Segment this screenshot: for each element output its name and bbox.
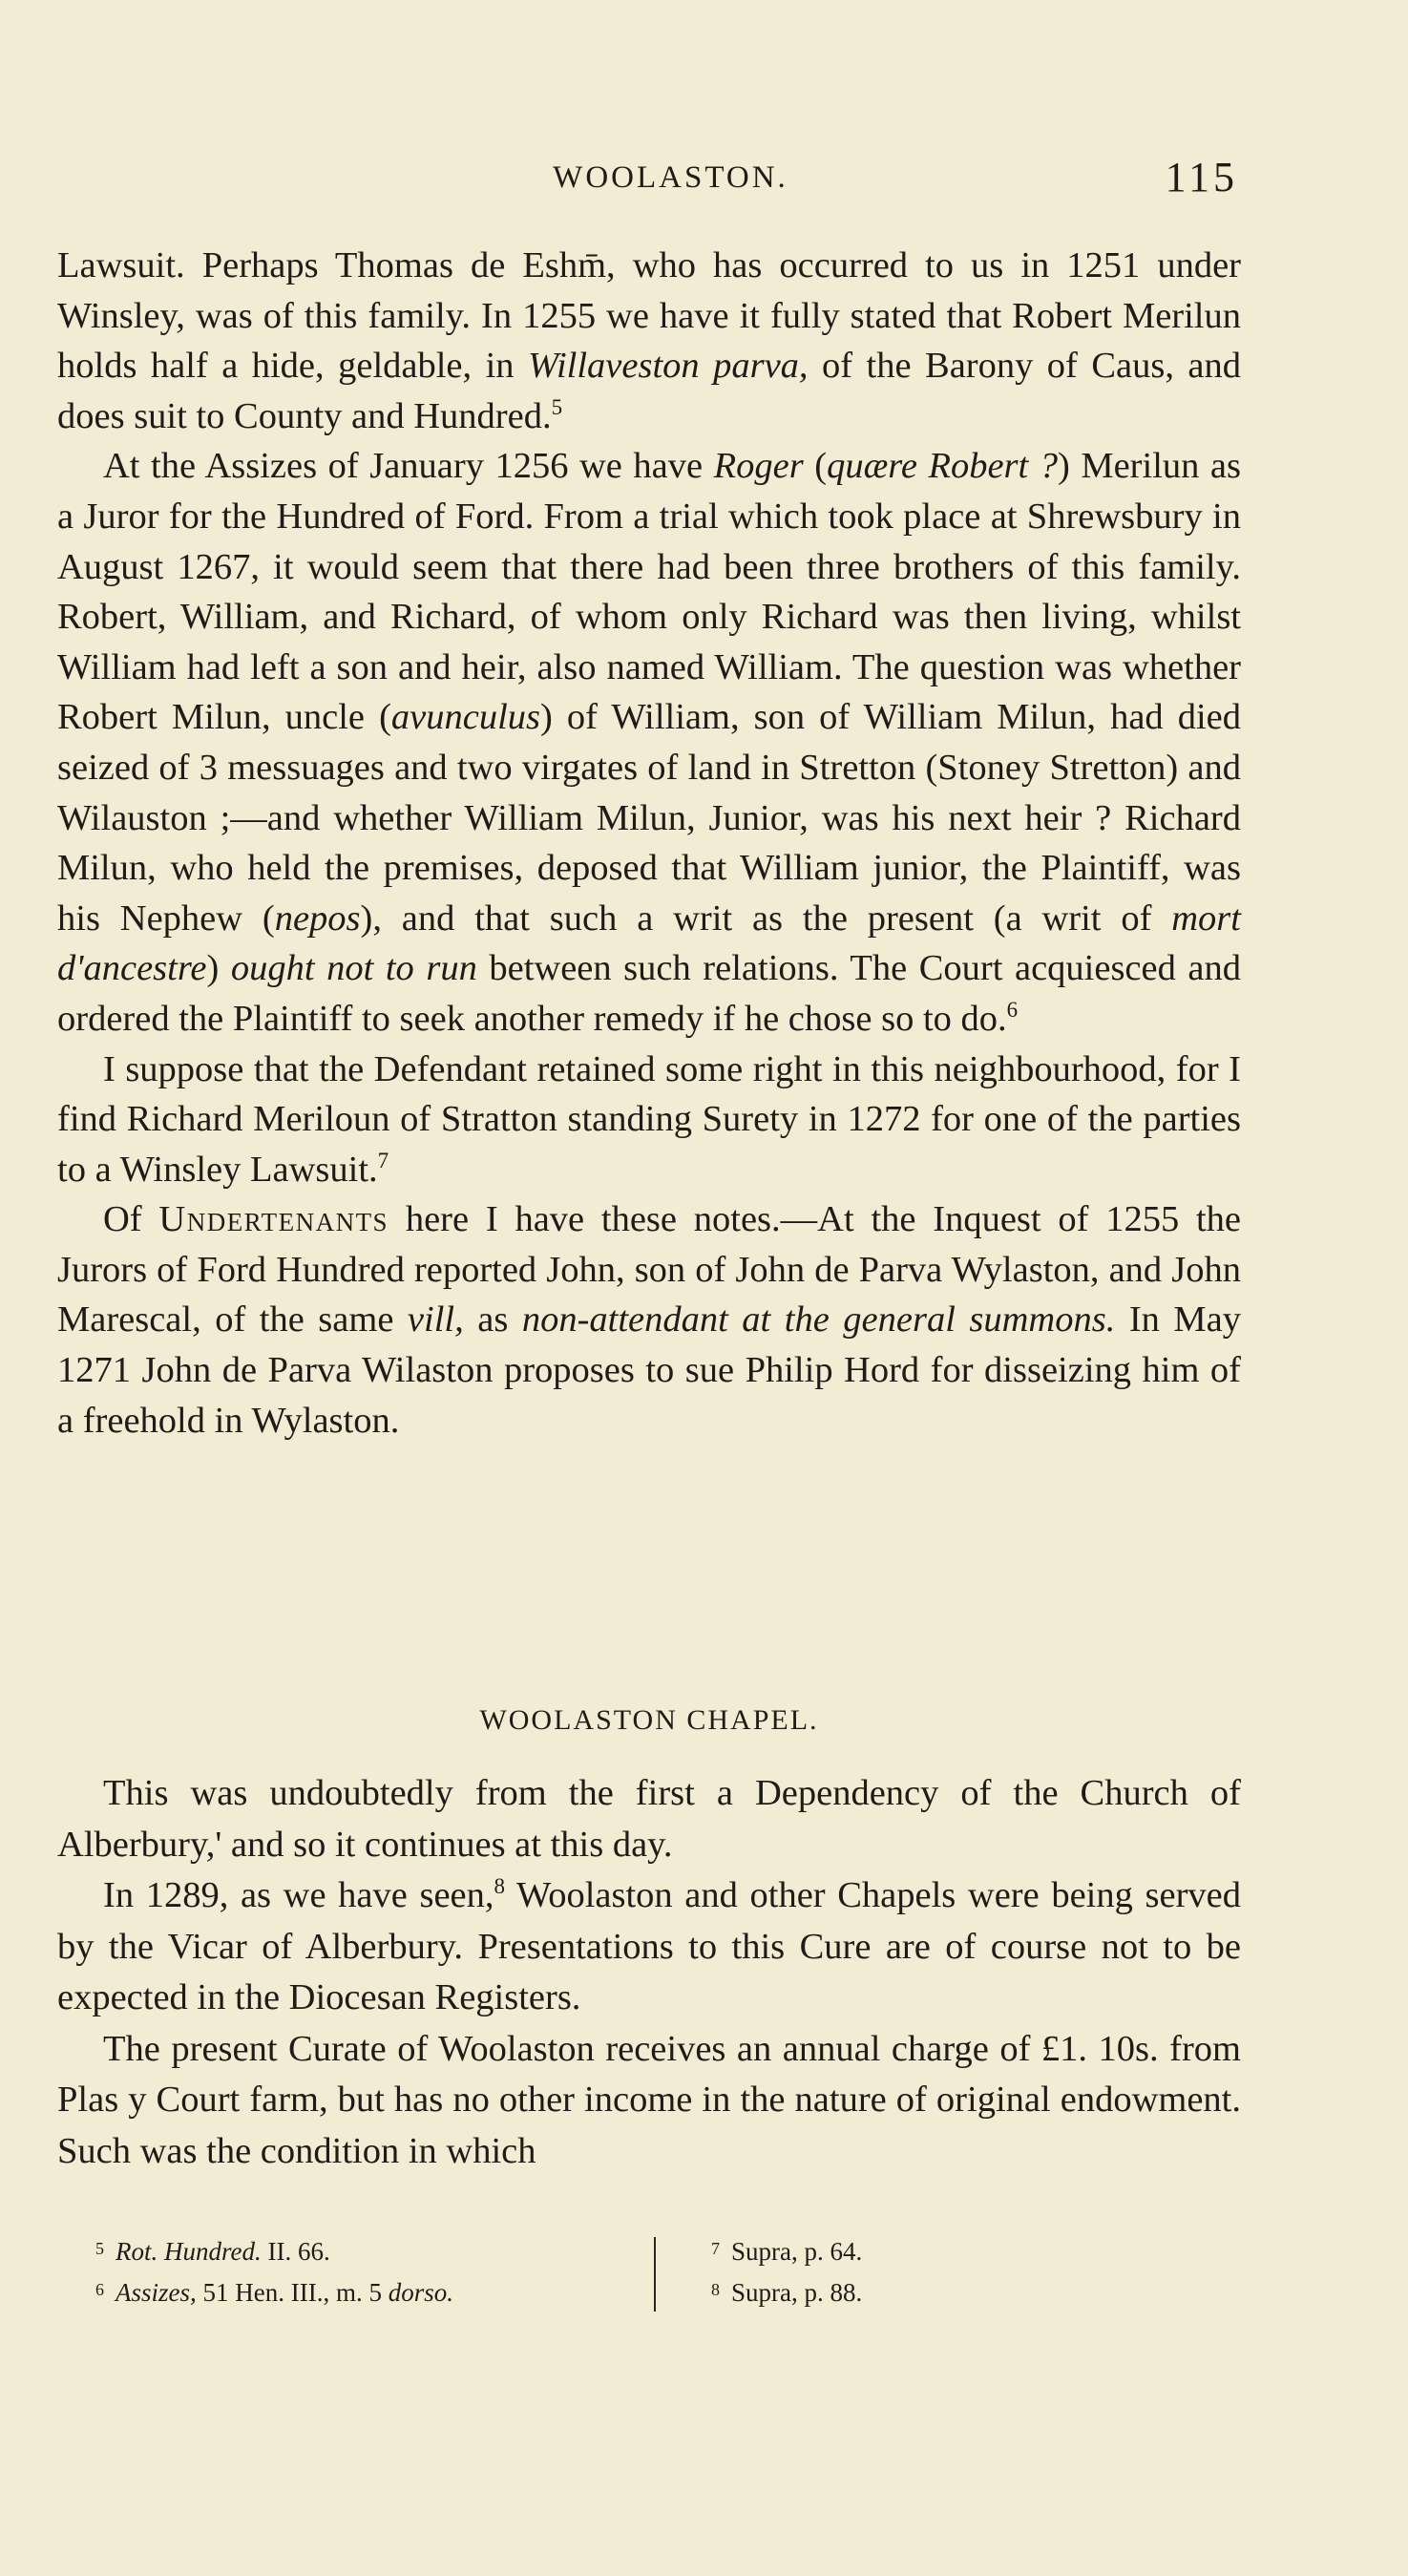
main-text <box>57 241 1241 1446</box>
footnotes <box>95 2229 955 2315</box>
text-run: Lawsuit. Perhaps Thomas de Eshm̄, who has occurred to us in 1251 under Winsley, was of this family. In 1255 we have it fully stated that Robert Merilun holds half a hide, geldable, in <box>57 245 1241 387</box>
italic-place-name: Willaveston parva, <box>528 346 809 387</box>
text-run: I suppose that the Defendant retained some right in this neighbourhood, for I find Richard Meriloun of Stratton standing Surety in 1272 for one of the parties to a Winsley Lawsuit. <box>57 1048 1241 1190</box>
section-paragraph-1: This was undoubtedly from the first a Dependency of the Church of Alberbury,' and so it continues at this day. <box>57 1773 1241 1865</box>
italic-note: quære Robert ? <box>827 446 1059 487</box>
section-text <box>57 1768 1241 2177</box>
footnote-ref-7: 7 <box>377 1148 389 1172</box>
footnote-text: 51 Hen. III., m. 5 <box>196 2278 389 2307</box>
running-head: WOOLASTON. <box>553 160 788 195</box>
text-run: At the Assizes of January 1256 we have <box>103 446 714 487</box>
footnote-source: dorso. <box>388 2278 453 2307</box>
footnote-mark: 5 <box>95 2239 104 2258</box>
small-caps-term: Undertenants <box>158 1199 389 1240</box>
paragraph-2 <box>57 441 1241 1044</box>
text-run: here I have these notes.—At the Inquest of 1255 the Jurors of Ford Hundred reported John, son of John de Parva Wylaston, and John Marescal, of the same <box>57 1199 1241 1341</box>
italic-term: nepos <box>274 897 361 939</box>
italic-name: Roger <box>713 446 804 487</box>
text-run: ( <box>803 446 828 487</box>
footnote-mark: 8 <box>711 2280 720 2299</box>
footnotes-right-column <box>711 2229 998 2312</box>
text-run: ), and that such a writ as the present (a writ of <box>360 897 1172 939</box>
footnote-divider <box>654 2237 656 2312</box>
text-run: of the Barony of Caus, and does suit to County and Hundred. <box>57 346 1242 436</box>
italic-term: vill, <box>407 1299 464 1341</box>
italic-term: ought not to run <box>230 948 477 989</box>
text-run: ) of William, son of William Milun, had died seized of 3 messuages and two virgates of land in Stretton (Stoney Stretton) and Wilauston ;—and whether William Milun, Junior, was his next heir ? Richard Milun, who held the premises, deposed that William junior, the Plaintiff, was his Nephew ( <box>57 697 1241 939</box>
page-number: 115 <box>1165 154 1238 201</box>
footnote-mark: 6 <box>95 2280 104 2299</box>
text-run: as <box>463 1299 522 1341</box>
footnote-5 <box>95 2229 630 2270</box>
footnote-text: Supra, p. 88. <box>731 2278 863 2307</box>
section-paragraph-2 <box>57 1870 1241 2024</box>
paragraph-3 <box>57 1045 1241 1195</box>
footnote-7 <box>711 2229 998 2270</box>
footnote-source: Assizes, <box>116 2278 197 2307</box>
footnote-ref-6: 6 <box>1006 997 1019 1022</box>
footnote-text: II. 66. <box>261 2237 330 2266</box>
footnotes-left-column <box>95 2229 630 2312</box>
italic-term: mort d'ancestre <box>57 897 1241 989</box>
footnote-ref-8: 8 <box>494 1874 506 1898</box>
footnote-source: Rot. Hundred. <box>116 2237 262 2266</box>
footnote-ref-5: 5 <box>551 394 563 419</box>
footnote-6 <box>95 2270 630 2312</box>
text-run: In 1289, as we have seen, <box>103 1875 494 1915</box>
text-run: ) <box>206 948 231 989</box>
italic-term: avunculus <box>390 697 541 738</box>
page-header <box>103 153 1238 210</box>
paragraph-4 <box>57 1194 1241 1446</box>
italic-term: non-attendant at the general summons. <box>521 1299 1116 1341</box>
footnote-text: Supra, p. 64. <box>731 2237 863 2266</box>
section-paragraph-3: The present Curate of Woolaston receives an annual charge of £1. 10s. from Plas y Court farm, but has no other income in the nature of original endowment. Such was the condition in which <box>57 2028 1241 2171</box>
section-heading: WOOLASTON CHAPEL. <box>479 1704 819 1736</box>
text-run: between such relations. The Court acquiesced and ordered the Plaintiff to seek another remedy if he chose so to do. <box>57 948 1241 1039</box>
footnote-8 <box>711 2270 998 2312</box>
footnote-mark: 7 <box>711 2239 720 2258</box>
text-run: In May 1271 John de Parva Wilaston proposes to sue Philip Hord for disseizing him of a freehold in Wylaston. <box>57 1299 1241 1441</box>
text-run: Woolaston and other Chapels were being served by the Vicar of Alberbury. Presentations to this Cure are of course not to be expected in the Diocesan Registers. <box>57 1875 1241 2017</box>
text-run: ) Merilun as a Juror for the Hundred of Ford. From a trial which took place at Shrewsbury in August 1267, it would seem that there had been three brothers of this family. Robert, William, and Richard, of whom only Richard was then living, whilst William had left a son and heir, also named William. The question was whether Robert Milun, uncle ( <box>57 446 1241 738</box>
text-run: Of <box>103 1199 159 1240</box>
paragraph-1 <box>57 241 1241 441</box>
